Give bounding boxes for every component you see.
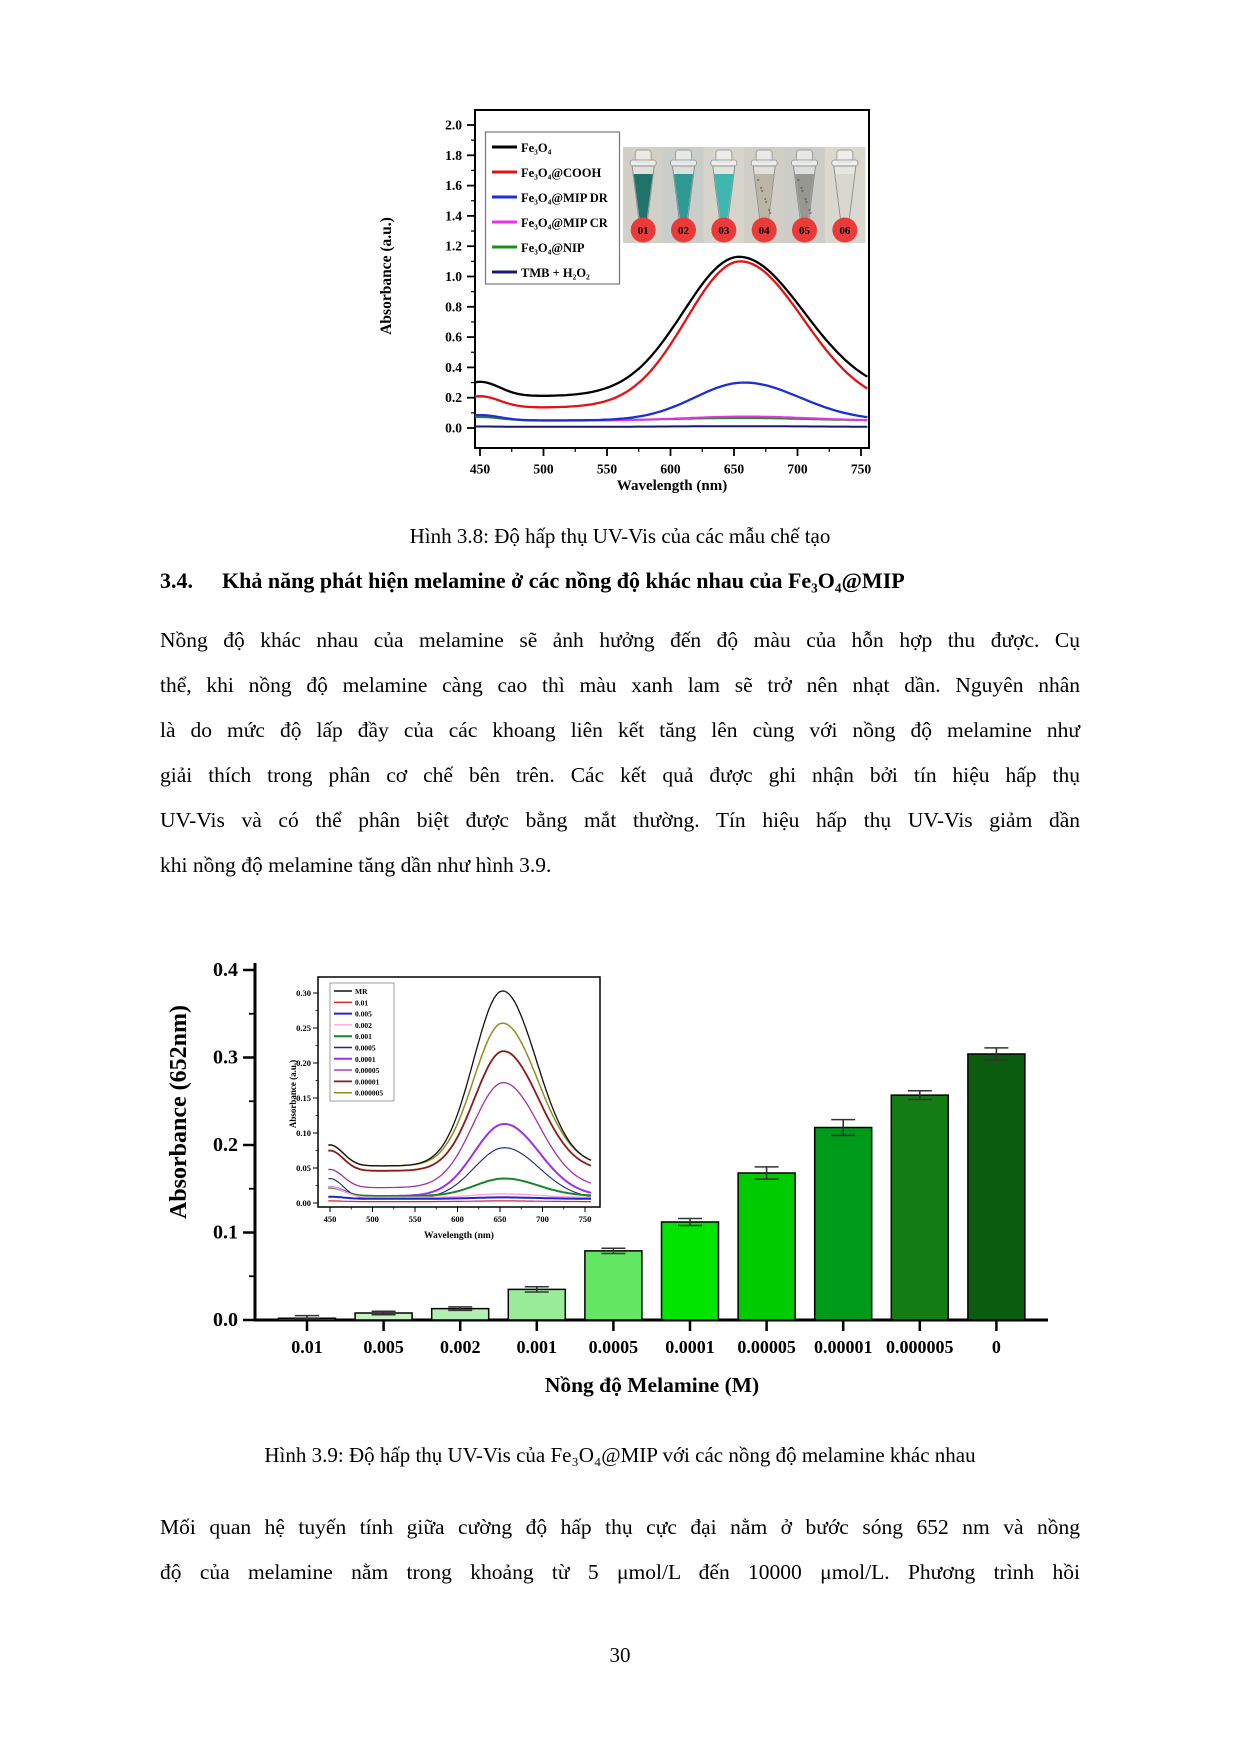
svg-text:500: 500 — [366, 1214, 379, 1224]
bar-0.00005 — [738, 1173, 795, 1320]
series-TMB + H₂O₂ — [475, 426, 868, 427]
figure-3-8-uvvis-chart — [340, 95, 880, 500]
bar-0.000005 — [891, 1095, 948, 1320]
svg-text:0.1: 0.1 — [213, 1221, 238, 1244]
text-line: thể, khi nồng độ melamine càng cao thì màu xanh lam sẽ trở nên nhạt dần. Nguyên nhân — [160, 673, 1080, 697]
bar-0.001 — [508, 1289, 565, 1320]
svg-text:0.0001: 0.0001 — [355, 1054, 376, 1064]
svg-text:0.4: 0.4 — [213, 959, 238, 981]
section-title: Khả năng phát hiện melamine ở các nồng độ khác nhau của Fe₃O₄@MIP — [222, 568, 905, 593]
bar-0.0001 — [662, 1222, 719, 1320]
svg-text:700: 700 — [536, 1214, 549, 1224]
x-axis — [470, 448, 872, 477]
svg-text:0.0005: 0.0005 — [355, 1043, 376, 1053]
x-axis-title: Wavelength (nm) — [616, 478, 728, 494]
page-number: 30 — [609, 1643, 631, 1667]
text-line: Nồng độ khác nhau của melamine sẽ ảnh hưởng đến độ màu của hỗn hợp thu được. Cụ — [160, 628, 1080, 652]
svg-text:Fe₃O₄@NIP: Fe₃O₄@NIP — [521, 241, 585, 255]
svg-text:06: 06 — [839, 225, 851, 237]
svg-text:450: 450 — [323, 1214, 337, 1224]
svg-text:550: 550 — [408, 1214, 422, 1224]
text-line: UV-Vis và có thể phân biệt được bằng mắt thường. Tín hiệu hấp thụ UV-Vis giảm dần — [160, 808, 1080, 832]
y-axis-title: Absorbance (652nm) — [166, 1005, 192, 1219]
text-line: là do mức độ lấp đầy của các khoang liên kết tăng lên cùng với nồng độ melamine như — [160, 718, 1080, 742]
svg-text:0.005: 0.005 — [355, 1009, 372, 1019]
y-axis — [445, 118, 475, 436]
svg-text:650: 650 — [723, 461, 745, 477]
text-line: giải thích trong phân cơ chế bên trên. Các kết quả được ghi nhận bởi tín hiệu hấp thụ — [160, 763, 1080, 787]
svg-text:1.2: 1.2 — [445, 238, 462, 254]
svg-text:0.6: 0.6 — [445, 329, 462, 345]
section-number: 3.4. — [160, 568, 193, 593]
svg-text:0.25: 0.25 — [296, 1023, 311, 1033]
svg-text:Fe₃O₄@COOH: Fe₃O₄@COOH — [521, 166, 602, 180]
svg-text:03: 03 — [718, 225, 730, 237]
bar-0.00001 — [815, 1128, 872, 1321]
svg-text:1.4: 1.4 — [445, 208, 462, 224]
figure-3-8-caption: Hình 3.8: Độ hấp thụ UV-Vis của các mẫu chế tạo — [409, 524, 831, 548]
inset-chart — [288, 977, 600, 1241]
y-axis — [213, 959, 255, 1331]
svg-text:0.10: 0.10 — [296, 1128, 311, 1138]
svg-text:0.0001: 0.0001 — [665, 1337, 715, 1357]
svg-text:0.15: 0.15 — [296, 1093, 311, 1103]
series-Fe₃O₄@MIP DR — [475, 383, 868, 421]
x-axis-title: Nồng độ Melamine (M) — [544, 1373, 760, 1397]
svg-text:0.4: 0.4 — [445, 359, 462, 375]
svg-text:0.002: 0.002 — [355, 1020, 372, 1030]
figure-3-9-bar-chart — [140, 860, 1100, 1408]
svg-text:0.00: 0.00 — [296, 1198, 311, 1208]
svg-text:0.20: 0.20 — [296, 1058, 311, 1068]
svg-text:0.30: 0.30 — [296, 988, 311, 998]
svg-text:0.00005: 0.00005 — [737, 1337, 796, 1357]
svg-text:0.000005: 0.000005 — [355, 1088, 384, 1098]
paragraph-2 — [160, 1505, 1080, 1595]
svg-text:0.2: 0.2 — [445, 390, 462, 406]
svg-text:0.05: 0.05 — [296, 1163, 311, 1173]
text-line: Mối quan hệ tuyến tính giữa cường độ hấp thụ cực đại nằm ở bước sóng 652 nm và nồng — [160, 1515, 1080, 1539]
svg-text:01: 01 — [637, 225, 649, 237]
svg-text:02: 02 — [678, 225, 689, 237]
svg-text:Fe₃O₄@MIP CR: Fe₃O₄@MIP CR — [521, 216, 608, 230]
svg-text:600: 600 — [660, 461, 681, 477]
inset-legend — [330, 983, 394, 1101]
svg-text:0.01: 0.01 — [355, 998, 369, 1008]
sample-tubes-photo — [623, 147, 866, 243]
svg-text:650: 650 — [493, 1214, 507, 1224]
svg-text:Fe₃O₄@MIP DR: Fe₃O₄@MIP DR — [521, 191, 608, 205]
bar-0.0005 — [585, 1251, 642, 1320]
text-line: khi nồng độ melamine tăng dần như hình 3.9. — [160, 853, 552, 877]
svg-text:0.005: 0.005 — [363, 1337, 404, 1357]
svg-text:0.0: 0.0 — [445, 420, 462, 436]
svg-text:700: 700 — [787, 461, 808, 477]
bar-0 — [968, 1054, 1025, 1320]
svg-text:TMB + H₂O₂: TMB + H₂O₂ — [521, 266, 590, 280]
svg-text:2.0: 2.0 — [445, 117, 462, 133]
svg-text:0.2: 0.2 — [213, 1134, 238, 1156]
svg-text:0.00001: 0.00001 — [813, 1337, 873, 1357]
svg-text:450: 450 — [469, 461, 491, 477]
svg-text:05: 05 — [799, 225, 810, 237]
svg-text:0.0: 0.0 — [213, 1309, 238, 1331]
inset-x-axis-title: Wavelength (nm) — [424, 1231, 494, 1241]
legend-box — [486, 132, 620, 284]
svg-text:0.001: 0.001 — [355, 1032, 372, 1042]
svg-text:1.8: 1.8 — [445, 147, 462, 163]
svg-text:750: 750 — [578, 1214, 592, 1224]
svg-text:0.3: 0.3 — [213, 1046, 238, 1069]
inset-series-0.01 — [328, 1201, 591, 1202]
legend — [486, 132, 620, 284]
section-heading — [160, 568, 1090, 594]
svg-text:0.00001: 0.00001 — [355, 1077, 380, 1087]
svg-text:550: 550 — [596, 461, 618, 477]
svg-text:0.001: 0.001 — [516, 1337, 558, 1357]
paragraph-1 — [160, 618, 1080, 888]
svg-text:0.000005: 0.000005 — [886, 1337, 954, 1357]
svg-text:600: 600 — [451, 1214, 464, 1224]
svg-text:04: 04 — [758, 225, 770, 237]
inset-y-axis-title: Absorbance (a.u.) — [288, 1059, 298, 1129]
figure-3-9-caption: Hình 3.9: Độ hấp thụ UV-Vis của Fe₃O₄@MIP với các nồng độ melamine khác nhau — [264, 1443, 976, 1467]
svg-text:Fe₃O₄: Fe₃O₄ — [521, 141, 552, 155]
svg-text:MR: MR — [355, 987, 368, 996]
svg-text:0.0005: 0.0005 — [588, 1337, 639, 1357]
svg-text:0.01: 0.01 — [291, 1337, 323, 1357]
svg-text:0.002: 0.002 — [439, 1337, 481, 1357]
y-axis-title: Absorbance (a.u.) — [378, 217, 395, 335]
svg-text:0: 0 — [991, 1337, 1001, 1357]
svg-text:0.8: 0.8 — [445, 299, 462, 315]
svg-text:1.6: 1.6 — [445, 178, 462, 194]
svg-text:500: 500 — [533, 461, 554, 477]
svg-text:1.0: 1.0 — [445, 269, 462, 284]
svg-text:750: 750 — [850, 461, 872, 477]
text-line: độ của melamine nằm trong khoảng từ 5 μmol/L đến 10000 μmol/L. Phương trình hồi — [160, 1560, 1080, 1584]
svg-text:0.00005: 0.00005 — [355, 1066, 380, 1076]
